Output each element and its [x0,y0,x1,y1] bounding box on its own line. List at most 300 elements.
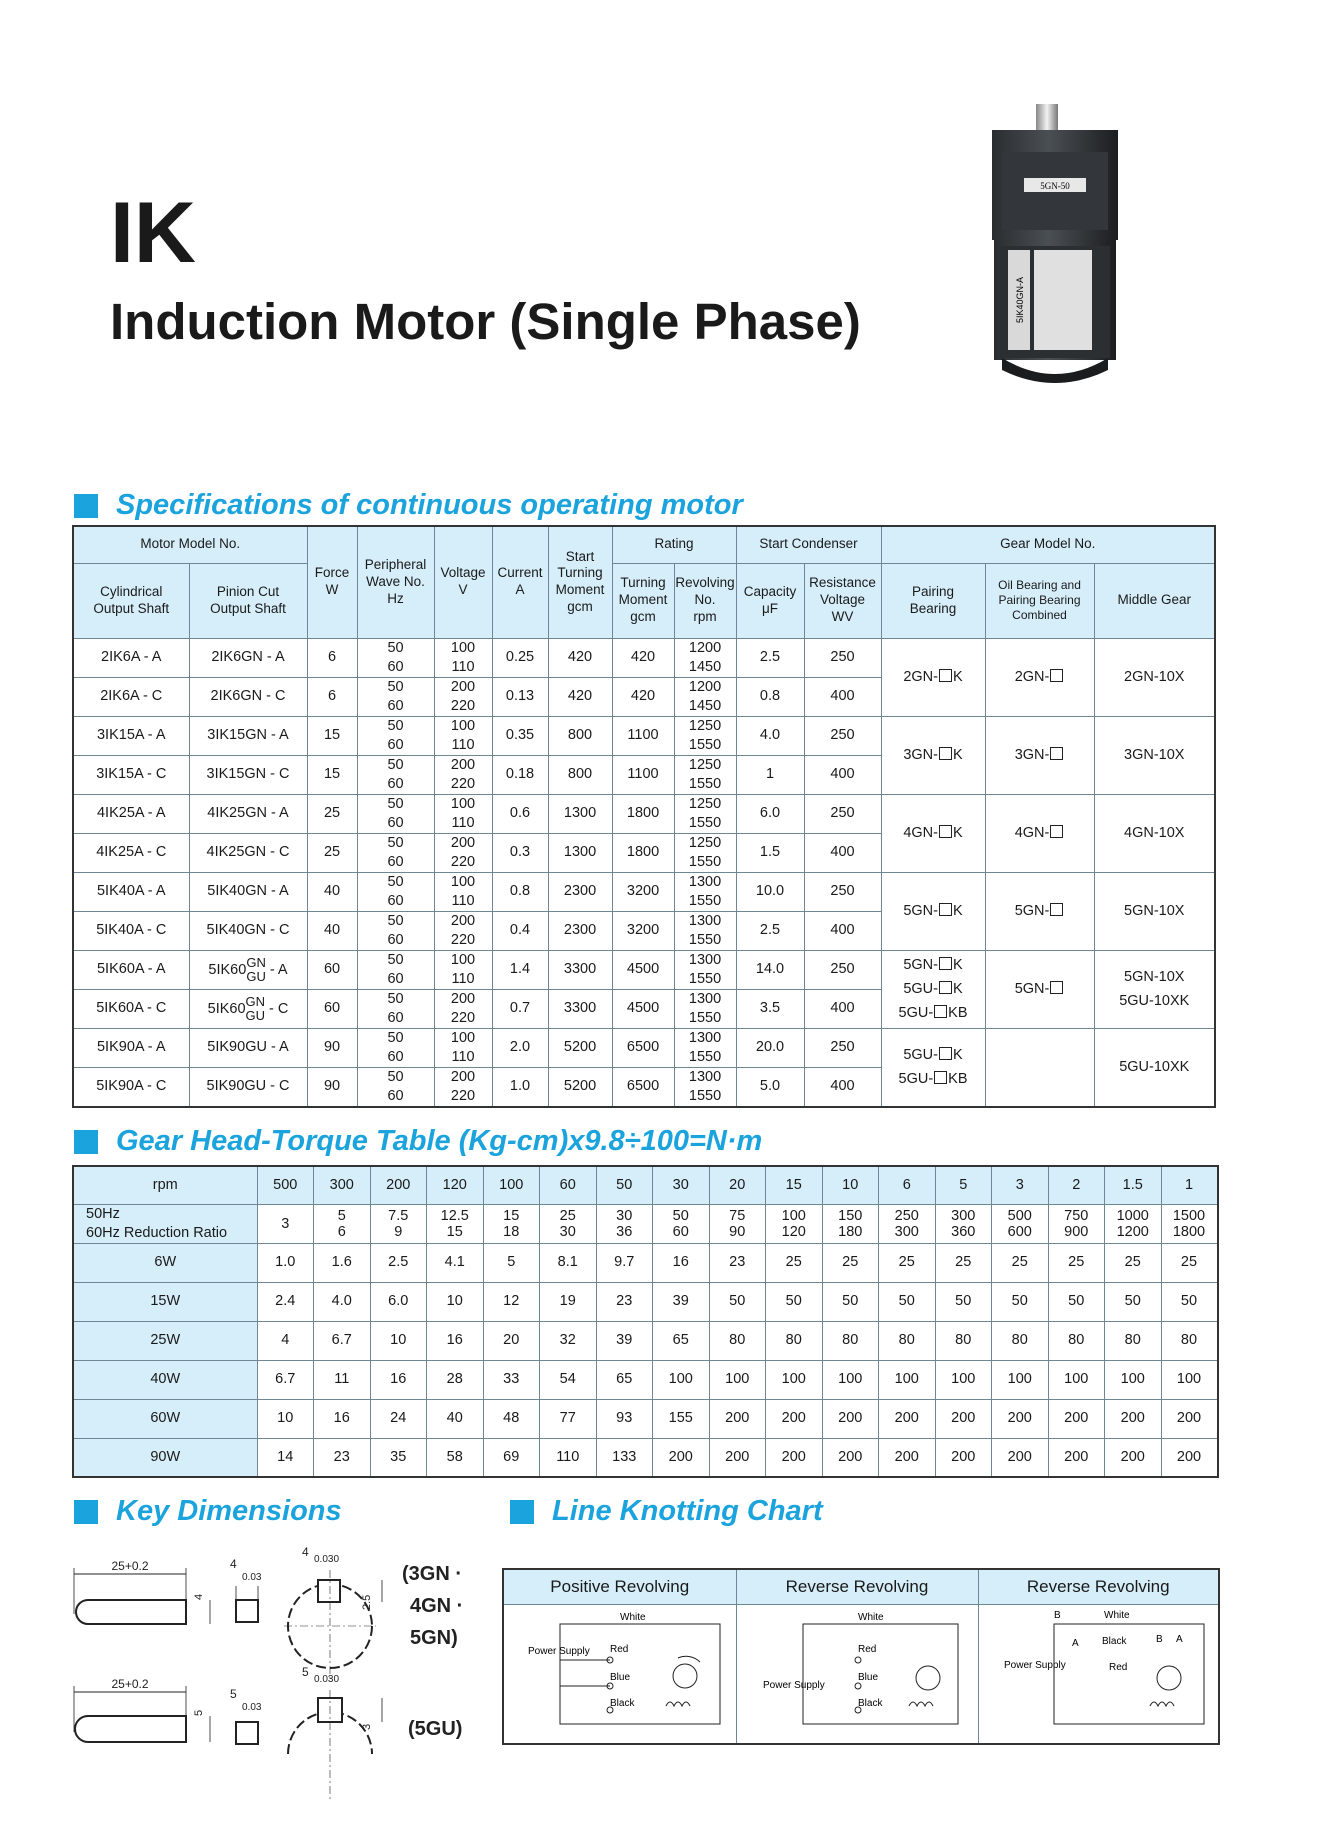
cell-current: 0.18 [492,755,548,794]
torque-value-cell: 50 [1161,1282,1218,1321]
motor-photo [980,100,1130,384]
torque-value-cell: 2.5 [370,1243,427,1282]
header-middle-gear: Middle Gear [1094,563,1215,638]
svg-text:Red: Red [609,1644,629,1656]
torque-value-cell: 200 [766,1399,823,1438]
cell-voltage: 200 220 [434,755,492,794]
torque-value-cell: 35 [370,1438,427,1477]
svg-text:Black: Black [858,1698,883,1710]
cell-turning-moment: 6500 [612,1067,674,1107]
cell-turning-moment: 420 [612,638,674,677]
header-start-moment: Start Turning Moment gcm [548,526,612,638]
torque-value-cell: 23 [596,1282,653,1321]
cell-turning-moment: 6500 [612,1028,674,1067]
cell-force: 40 [307,911,357,950]
wiring-diagram-reverse-2 [984,1606,1212,1736]
cell-current: 0.4 [492,911,548,950]
torque-value-cell: 80 [935,1321,992,1360]
table-row [73,950,1215,989]
cell-start-moment: 3300 [548,989,612,1028]
torque-value-cell: 155 [653,1399,710,1438]
cell-gear-pairing: 4GN- K [881,794,985,872]
torque-value-cell: 100 [822,1360,879,1399]
torque-value-cell: 1.6 [314,1243,371,1282]
page-title: IK [110,185,196,281]
cell-force: 15 [307,755,357,794]
cell-current: 0.8 [492,872,548,911]
torque-value-cell: 6.7 [257,1360,314,1399]
cell-pinion: 2IK6GN - A [189,638,307,677]
placeholder-box-icon [1050,981,1063,994]
cell-capacity: 2.5 [736,638,804,677]
svg-text:25+0.2: 25+0.2 [111,1677,149,1691]
cell-force: 90 [307,1067,357,1107]
cell-voltage: 100 110 [434,794,492,833]
cell-gear-pairing: 5GN- K [881,872,985,950]
cell-force: 6 [307,638,357,677]
cell-cylindrical: 5IK90A - C [73,1067,189,1107]
header-resistance: Resistance Voltage WV [804,563,881,638]
torque-value-cell: 100 [653,1360,710,1399]
torque-ratio-cell: 15 18 [483,1204,540,1243]
svg-text:4: 4 [302,1545,309,1559]
cell-turning-moment: 4500 [612,989,674,1028]
torque-value-cell: 19 [540,1282,597,1321]
cell-start-moment: 1300 [548,833,612,872]
cell-resistance: 250 [804,638,881,677]
svg-text:0.030: 0.030 [314,1674,340,1685]
cell-cylindrical: 4IK25A - C [73,833,189,872]
svg-text:5: 5 [302,1665,309,1679]
cell-current: 1.0 [492,1067,548,1107]
cell-start-moment: 5200 [548,1067,612,1107]
torque-power-label: 40W [73,1360,257,1399]
svg-text:0.03: 0.03 [242,1572,262,1583]
section-heading-torque: Gear Head-Torque Table (Kg-cm)x9.8÷100=N·m [74,1127,762,1156]
torque-value-cell: 58 [427,1438,484,1477]
cell-hz: 50 60 [357,1028,434,1067]
torque-value-cell: 50 [992,1282,1049,1321]
torque-value-cell: 200 [709,1399,766,1438]
placeholder-box-icon [1050,825,1063,838]
torque-ratio-cell: 1500 1800 [1161,1204,1218,1243]
header-wave: Peripheral Wave No. Hz [357,526,434,638]
placeholder-box-icon [934,1071,947,1084]
cell-gear-pairing: 5GU- K 5GU- KB [881,1028,985,1107]
torque-value-cell: 9.7 [596,1243,653,1282]
svg-text:5GN-50: 5GN-50 [1040,181,1070,191]
svg-text:5IK40GN-A: 5IK40GN-A [1015,276,1025,324]
torque-value-cell: 14 [257,1438,314,1477]
torque-ratio-cell: 500 600 [992,1204,1049,1243]
torque-rpm-cell: 50 [596,1166,653,1204]
cell-rpm: 1250 1550 [674,794,736,833]
cell-turning-moment: 1100 [612,716,674,755]
torque-value-cell: 200 [822,1399,879,1438]
cell-gear-middle: 2GN-10X [1094,638,1215,716]
torque-value-cell: 110 [540,1438,597,1477]
torque-rpm-cell: 10 [822,1166,879,1204]
torque-value-cell: 54 [540,1360,597,1399]
cell-voltage: 100 110 [434,950,492,989]
cell-hz: 50 60 [357,1067,434,1107]
cell-current: 1.4 [492,950,548,989]
torque-rpm-cell: 1.5 [1105,1166,1162,1204]
svg-text:Red: Red [1109,1662,1128,1674]
cell-capacity: 6.0 [736,794,804,833]
torque-value-cell: 50 [935,1282,992,1321]
svg-text:5: 5 [193,1709,205,1716]
torque-value-cell: 100 [879,1360,936,1399]
cell-current: 0.13 [492,677,548,716]
table-row [73,1243,1218,1282]
cell-pinion: 5IK60GN GU - C [189,989,307,1028]
torque-value-cell: 200 [992,1399,1049,1438]
torque-value-cell: 50 [879,1282,936,1321]
cell-gear-pairing: 2GN- K [881,638,985,716]
torque-ratio-cell: 750 900 [1048,1204,1105,1243]
placeholder-box-icon [1050,903,1063,916]
torque-value-cell: 39 [596,1321,653,1360]
cell-gear-oil: 3GN- [985,716,1094,794]
cell-turning-moment: 1800 [612,833,674,872]
torque-value-cell: 133 [596,1438,653,1477]
torque-value-cell: 100 [709,1360,766,1399]
torque-rpm-cell: 1 [1161,1166,1218,1204]
torque-value-cell: 23 [314,1438,371,1477]
torque-rpm-cell: 30 [653,1166,710,1204]
table-row [73,794,1215,833]
table-row [73,1438,1218,1477]
cell-voltage: 100 110 [434,1028,492,1067]
cell-gear-oil: 5GN- [985,872,1094,950]
torque-value-cell: 200 [1048,1438,1105,1477]
cell-rpm: 1300 1550 [674,950,736,989]
torque-rpm-cell: 3 [992,1166,1049,1204]
cell-capacity: 14.0 [736,950,804,989]
cell-voltage: 100 110 [434,872,492,911]
svg-text:A: A [1072,1638,1079,1650]
cell-resistance: 250 [804,872,881,911]
cell-start-moment: 800 [548,755,612,794]
torque-ratio-cell: 75 90 [709,1204,766,1243]
torque-value-cell: 2.4 [257,1282,314,1321]
torque-value-cell: 25 [879,1243,936,1282]
cell-voltage: 100 110 [434,716,492,755]
cell-pinion: 5IK90GU - A [189,1028,307,1067]
torque-value-cell: 93 [596,1399,653,1438]
torque-rpm-cell: 2 [1048,1166,1105,1204]
cell-cylindrical: 3IK15A - C [73,755,189,794]
cell-cylindrical: 2IK6A - C [73,677,189,716]
torque-value-cell: 69 [483,1438,540,1477]
cell-rpm: 1300 1550 [674,911,736,950]
cell-turning-moment: 1800 [612,794,674,833]
cell-gear-middle: 4GN-10X [1094,794,1215,872]
section-marker-icon [510,1500,534,1524]
cell-turning-moment: 3200 [612,872,674,911]
cell-pinion: 5IK40GN - A [189,872,307,911]
torque-rpm-cell: 60 [540,1166,597,1204]
torque-value-cell: 20 [483,1321,540,1360]
placeholder-box-icon [939,825,952,838]
key-dim-label-a [402,1563,463,1649]
torque-value-cell: 80 [879,1321,936,1360]
torque-value-cell: 200 [1105,1438,1162,1477]
key-drawing-2 [74,1677,262,1744]
svg-text:0.03: 0.03 [242,1702,262,1713]
key-dimensions-drawing [70,1530,490,1830]
cell-gear-oil: 2GN- [985,638,1094,716]
cell-force: 40 [307,872,357,911]
torque-value-cell: 200 [1105,1399,1162,1438]
torque-value-cell: 25 [992,1243,1049,1282]
cell-force: 6 [307,677,357,716]
header-oil-bearing: Oil Bearing and Pairing Bearing Combined [985,563,1094,638]
header-motor-model: Motor Model No. [73,526,307,563]
svg-text:Blue: Blue [858,1672,879,1684]
header-start-condenser: Start Condenser [736,526,881,563]
torque-value-cell: 16 [314,1399,371,1438]
torque-value-cell: 200 [935,1438,992,1477]
cell-rpm: 1250 1550 [674,755,736,794]
cell-gear-middle: 5GN-10X [1094,872,1215,950]
cell-gear-middle: 5GN-10X 5GU-10XK [1094,950,1215,1028]
cell-rpm: 1250 1550 [674,833,736,872]
table-row [73,1360,1218,1399]
torque-ratio-label: 50Hz 60Hz Reduction Ratio [73,1204,257,1243]
cell-hz: 50 60 [357,911,434,950]
cell-start-moment: 1300 [548,794,612,833]
svg-text:25+0.2: 25+0.2 [111,1559,149,1573]
torque-value-cell: 80 [992,1321,1049,1360]
cell-voltage: 200 220 [434,833,492,872]
torque-ratio-cell: 3 [257,1204,314,1243]
placeholder-box-icon [1050,747,1063,760]
torque-value-cell: 200 [822,1438,879,1477]
cell-hz: 50 60 [357,950,434,989]
torque-value-cell: 33 [483,1360,540,1399]
svg-text:A: A [1176,1634,1183,1646]
cell-turning-moment: 3200 [612,911,674,950]
cell-current: 0.35 [492,716,548,755]
cell-hz: 50 60 [357,794,434,833]
cell-rpm: 1300 1550 [674,1028,736,1067]
line-knotting-table [502,1568,1220,1745]
cell-start-moment: 2300 [548,872,612,911]
torque-value-cell: 48 [483,1399,540,1438]
cell-rpm: 1200 1450 [674,638,736,677]
torque-table [72,1165,1219,1478]
cell-cylindrical: 2IK6A - A [73,638,189,677]
torque-value-cell: 11 [314,1360,371,1399]
cell-pinion: 5IK90GU - C [189,1067,307,1107]
section-marker-icon [74,494,98,518]
torque-value-cell: 200 [766,1438,823,1477]
torque-ratio-cell: 100 120 [766,1204,823,1243]
cell-capacity: 20.0 [736,1028,804,1067]
cell-gear-oil [985,1028,1094,1107]
cell-resistance: 250 [804,716,881,755]
cell-cylindrical: 5IK40A - A [73,872,189,911]
torque-value-cell: 50 [1048,1282,1105,1321]
torque-value-cell: 10 [370,1321,427,1360]
cell-voltage: 200 220 [434,989,492,1028]
cell-pinion: 2IK6GN - C [189,677,307,716]
table-row [73,716,1215,755]
cell-hz: 50 60 [357,833,434,872]
torque-value-cell: 65 [596,1360,653,1399]
svg-text:4GN ·: 4GN · [410,1595,464,1617]
cell-hz: 50 60 [357,755,434,794]
section-heading-specifications: Specifications of continuous operating motor [74,491,743,520]
cell-force: 15 [307,716,357,755]
cell-force: 60 [307,989,357,1028]
cell-hz: 50 60 [357,989,434,1028]
wiring-diagram-positive [510,1606,730,1736]
shaft-drawing-2 [288,1665,382,1800]
cell-current: 0.3 [492,833,548,872]
cell-cylindrical: 3IK15A - A [73,716,189,755]
torque-value-cell: 10 [257,1399,314,1438]
cell-pinion: 3IK15GN - A [189,716,307,755]
torque-ratio-cell: 5 6 [314,1204,371,1243]
torque-value-cell: 200 [992,1438,1049,1477]
torque-value-cell: 4.1 [427,1243,484,1282]
cell-cylindrical: 5IK40A - C [73,911,189,950]
cell-pinion: 5IK60GN GU - A [189,950,307,989]
torque-ratio-cell: 25 30 [540,1204,597,1243]
cell-capacity: 10.0 [736,872,804,911]
cell-hz: 50 60 [357,716,434,755]
torque-power-label: 25W [73,1321,257,1360]
cell-pinion: 4IK25GN - A [189,794,307,833]
header-cylindrical: Cylindrical Output Shaft [73,563,189,638]
cell-current: 0.7 [492,989,548,1028]
torque-value-cell: 8.1 [540,1243,597,1282]
torque-value-cell: 100 [935,1360,992,1399]
cell-start-moment: 5200 [548,1028,612,1067]
shaft-drawing-1 [284,1545,382,1680]
svg-text:(3GN ·: (3GN · [402,1563,462,1585]
header-current: Current A [492,526,548,638]
cell-current: 2.0 [492,1028,548,1067]
key-dim-label-b: (5GU) [408,1718,463,1740]
placeholder-box-icon [939,1047,952,1060]
torque-value-cell: 100 [1105,1360,1162,1399]
cell-turning-moment: 1100 [612,755,674,794]
placeholder-box-icon [939,957,952,970]
cell-cylindrical: 5IK60A - C [73,989,189,1028]
cell-start-moment: 420 [548,638,612,677]
cell-gear-pairing: 5GN- K 5GU- K 5GU- KB [881,950,985,1028]
cell-force: 90 [307,1028,357,1067]
table-row [73,638,1215,677]
torque-rpm-cell: 6 [879,1166,936,1204]
torque-power-label: 6W [73,1243,257,1282]
section-heading-line-knotting: Line Knotting Chart [510,1497,823,1526]
torque-value-cell: 4 [257,1321,314,1360]
svg-text:Power Supply: Power Supply [763,1680,825,1692]
torque-value-cell: 50 [766,1282,823,1321]
torque-value-cell: 50 [822,1282,879,1321]
torque-rpm-cell: 120 [427,1166,484,1204]
cell-resistance: 400 [804,755,881,794]
header-pinion: Pinion Cut Output Shaft [189,563,307,638]
torque-value-cell: 200 [653,1438,710,1477]
wiring-diagram-reverse-1 [743,1606,971,1736]
torque-value-cell: 1.0 [257,1243,314,1282]
torque-ratio-cell: 7.5 9 [370,1204,427,1243]
svg-text:B: B [1156,1634,1163,1646]
cell-capacity: 1 [736,755,804,794]
cell-capacity: 4.0 [736,716,804,755]
header-pairing: Pairing Bearing [881,563,985,638]
header-voltage: Voltage V [434,526,492,638]
torque-value-cell: 100 [992,1360,1049,1399]
torque-rpm-cell: 5 [935,1166,992,1204]
torque-value-cell: 10 [427,1282,484,1321]
header-revolving: Revolving No. rpm [674,563,736,638]
cell-resistance: 400 [804,911,881,950]
torque-rpm-cell: 300 [314,1166,371,1204]
torque-value-cell: 28 [427,1360,484,1399]
svg-text:White: White [1104,1610,1130,1622]
svg-text:White: White [858,1612,884,1624]
cell-resistance: 400 [804,989,881,1028]
lk-col-positive: Positive Revolving [503,1569,736,1605]
cell-turning-moment: 420 [612,677,674,716]
svg-text:2.5: 2.5 [361,1594,373,1610]
cell-pinion: 3IK15GN - C [189,755,307,794]
svg-text:Power Supply: Power Supply [527,1646,590,1658]
svg-text:3: 3 [361,1723,373,1730]
header-capacity: Capacity μF [736,563,804,638]
torque-value-cell: 5 [483,1243,540,1282]
torque-value-cell: 80 [822,1321,879,1360]
cell-gear-middle: 5GU-10XK [1094,1028,1215,1107]
cell-resistance: 250 [804,794,881,833]
cell-start-moment: 2300 [548,911,612,950]
svg-text:Black: Black [1102,1636,1127,1648]
key-drawing-1 [74,1557,262,1624]
table-row [73,1321,1218,1360]
header-gear-model: Gear Model No. [881,526,1215,563]
torque-power-label: 90W [73,1438,257,1477]
torque-rpm-label: rpm [73,1166,257,1204]
cell-gear-middle: 3GN-10X [1094,716,1215,794]
torque-value-cell: 6.7 [314,1321,371,1360]
svg-text:B: B [1054,1610,1061,1622]
svg-text:4: 4 [230,1557,237,1571]
section-marker-icon [74,1500,98,1524]
cell-capacity: 0.8 [736,677,804,716]
torque-value-cell: 200 [879,1438,936,1477]
cell-cylindrical: 4IK25A - A [73,794,189,833]
torque-value-cell: 32 [540,1321,597,1360]
torque-rpm-cell: 200 [370,1166,427,1204]
section-heading-key-dimensions: Key Dimensions [74,1497,342,1526]
torque-value-cell: 77 [540,1399,597,1438]
cell-cylindrical: 5IK60A - A [73,950,189,989]
table-row [73,1028,1215,1067]
torque-value-cell: 200 [1161,1399,1218,1438]
cell-capacity: 2.5 [736,911,804,950]
cell-gear-pairing: 3GN- K [881,716,985,794]
cell-resistance: 250 [804,950,881,989]
cell-rpm: 1300 1550 [674,872,736,911]
cell-force: 60 [307,950,357,989]
